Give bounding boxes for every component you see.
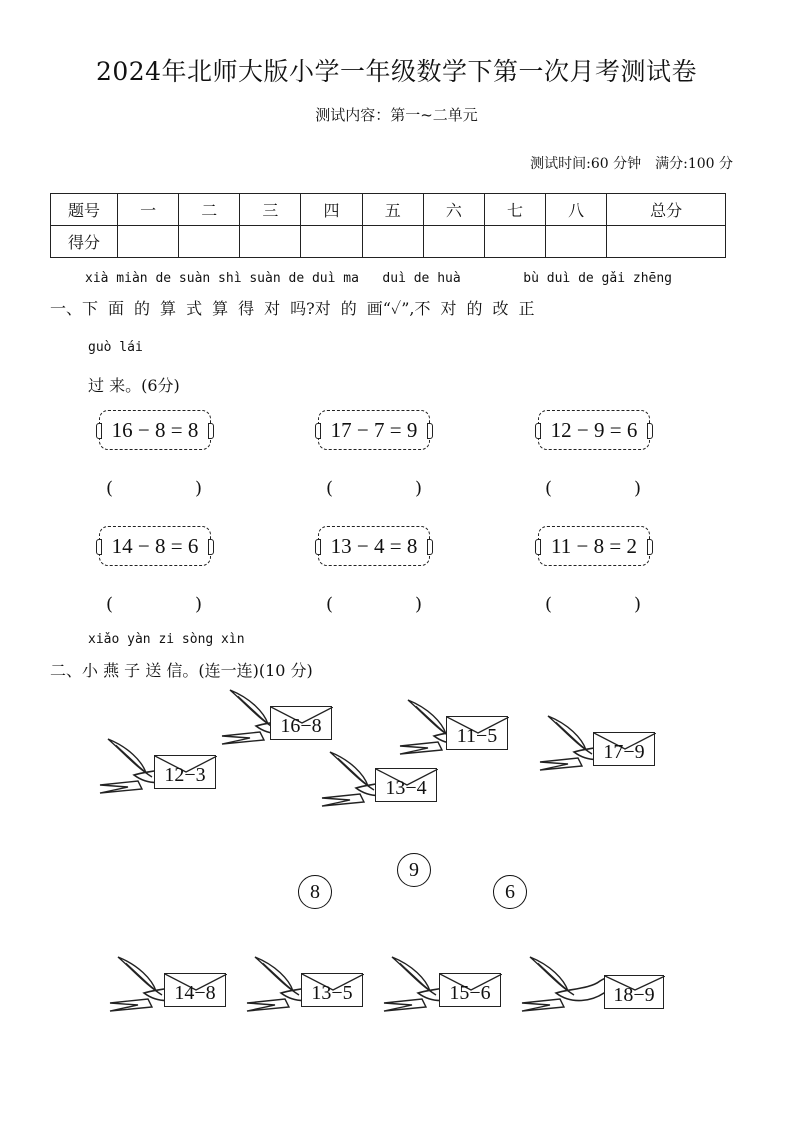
paren-open: ( — [106, 478, 114, 499]
score-cell-header: 七 — [484, 194, 545, 226]
paren-open: ( — [106, 594, 114, 615]
score-cell-header: 六 — [423, 194, 484, 226]
swallow-letter[interactable] — [538, 714, 778, 794]
score-input-cell[interactable] — [179, 226, 240, 258]
heading-char: 画“✓”,不 — [366, 299, 431, 318]
score-cell-header: 总分 — [607, 194, 726, 226]
heading-char: 面 — [108, 299, 125, 318]
envelope — [154, 755, 216, 789]
score-input-cell[interactable] — [301, 226, 362, 258]
envelope-expression: 16−8 — [280, 715, 322, 737]
heading-char: 的 — [340, 299, 357, 318]
page-subtitle: 测试内容：第一~二单元 — [315, 106, 478, 124]
envelope — [301, 973, 363, 1007]
equation-text: 16 − 8 = 8 — [111, 417, 199, 442]
heading-char: 式 — [186, 299, 203, 318]
equation-card — [99, 410, 211, 450]
score-row-label: 得分 — [51, 226, 118, 258]
score-table-score-row — [51, 226, 726, 258]
heading-char: 算 — [212, 299, 229, 318]
envelope-expression: 15−6 — [449, 982, 491, 1004]
test-info — [530, 153, 733, 173]
score-table — [50, 193, 726, 258]
heading-char: 对 — [264, 299, 281, 318]
score-cell-label: 题号 — [51, 194, 118, 226]
swallow-letter[interactable] — [520, 955, 760, 1035]
paren-close: ) — [194, 478, 202, 499]
swallow-letter[interactable] — [98, 737, 338, 817]
heading-char: 的 — [466, 299, 483, 318]
score-cell-header: 三 — [240, 194, 301, 226]
section1-heading — [50, 296, 545, 319]
score-input-cell[interactable] — [118, 226, 179, 258]
envelope-expression: 11−5 — [456, 725, 498, 747]
heading-char: 改 — [492, 299, 509, 318]
score-cell-header: 一 — [118, 194, 179, 226]
equation-text: 17 − 7 = 9 — [330, 417, 418, 442]
answer-blank[interactable] — [545, 594, 641, 615]
score-input-cell[interactable] — [423, 226, 484, 258]
equation-card — [318, 410, 430, 450]
envelope-expression: 14−8 — [174, 982, 216, 1004]
heading-char: 对 — [440, 299, 457, 318]
paren-close: ) — [414, 478, 422, 499]
heading-char: 一、下 — [50, 299, 99, 318]
envelope — [164, 973, 226, 1007]
envelope — [593, 732, 655, 766]
circle-number: 8 — [310, 880, 320, 903]
envelope-expression: 17−9 — [603, 741, 645, 763]
equation-text: 14 − 8 = 6 — [111, 533, 199, 558]
answer-circle[interactable] — [298, 875, 332, 909]
heading-char: 的 — [134, 299, 151, 318]
section1-heading-2: 过 来。(6分) — [88, 376, 180, 395]
section1-pinyin-2: guò lái — [88, 340, 143, 355]
paren-close: ) — [633, 478, 641, 499]
equation-card — [538, 410, 650, 450]
score-input-cell[interactable] — [484, 226, 545, 258]
equation-text: 13 − 4 = 8 — [330, 533, 418, 558]
score-input-cell[interactable] — [546, 226, 607, 258]
heading-char: 正 — [518, 299, 535, 318]
envelope-expression: 13−4 — [385, 777, 427, 799]
heading-char: 算 — [160, 299, 177, 318]
envelope-expression: 18−9 — [613, 984, 655, 1006]
paren-close: ) — [633, 594, 641, 615]
envelope — [375, 768, 437, 802]
equation-card — [318, 526, 430, 566]
answer-blank[interactable] — [326, 478, 422, 499]
score-input-cell[interactable] — [240, 226, 301, 258]
answer-blank[interactable] — [545, 478, 641, 499]
heading-char: 吗?对 — [290, 299, 331, 318]
equation-card — [538, 526, 650, 566]
paren-close: ) — [414, 594, 422, 615]
score-cell-header: 四 — [301, 194, 362, 226]
envelope — [439, 973, 501, 1007]
score-table-header-row — [51, 194, 726, 226]
envelope-expression: 13−5 — [311, 982, 353, 1004]
page-title: 2024年北师大版小学一年级数学下第一次月考测试卷 — [95, 57, 698, 86]
paren-open: ( — [545, 478, 553, 499]
envelope — [604, 975, 664, 1009]
answer-blank[interactable] — [106, 594, 202, 615]
full-score: 满分:100 分 — [655, 156, 733, 172]
equation-card — [99, 526, 211, 566]
section1-pinyin: xià miàn de suàn shì suàn de duì ma duì de huà bù duì de gǎi zhēng — [85, 271, 672, 286]
circle-number: 6 — [505, 880, 515, 903]
section2-heading: 二、小 燕 子 送 信。(连一连)(10 分) — [50, 661, 313, 680]
heading-char: 得 — [238, 299, 255, 318]
envelope — [446, 716, 508, 750]
answer-blank[interactable] — [106, 478, 202, 499]
envelope — [270, 706, 332, 740]
score-input-cell[interactable] — [607, 226, 726, 258]
envelope-expression: 12−3 — [164, 764, 206, 786]
answer-circle[interactable] — [397, 853, 431, 887]
section2-pinyin: xiǎo yàn zi sòng xìn — [88, 632, 245, 647]
answer-blank[interactable] — [326, 594, 422, 615]
answer-circle[interactable] — [493, 875, 527, 909]
score-input-cell[interactable] — [362, 226, 423, 258]
score-cell-header: 八 — [546, 194, 607, 226]
paren-open: ( — [326, 478, 334, 499]
equation-text: 11 − 8 = 2 — [551, 533, 637, 558]
swallow-letter[interactable] — [320, 750, 560, 830]
test-time: 测试时间:60 分钟 — [530, 156, 642, 172]
equation-text: 12 − 9 = 6 — [550, 417, 638, 442]
circle-number: 9 — [409, 858, 419, 881]
paren-open: ( — [545, 594, 553, 615]
score-cell-header: 五 — [362, 194, 423, 226]
score-cell-header: 二 — [179, 194, 240, 226]
paren-open: ( — [326, 594, 334, 615]
paren-close: ) — [194, 594, 202, 615]
